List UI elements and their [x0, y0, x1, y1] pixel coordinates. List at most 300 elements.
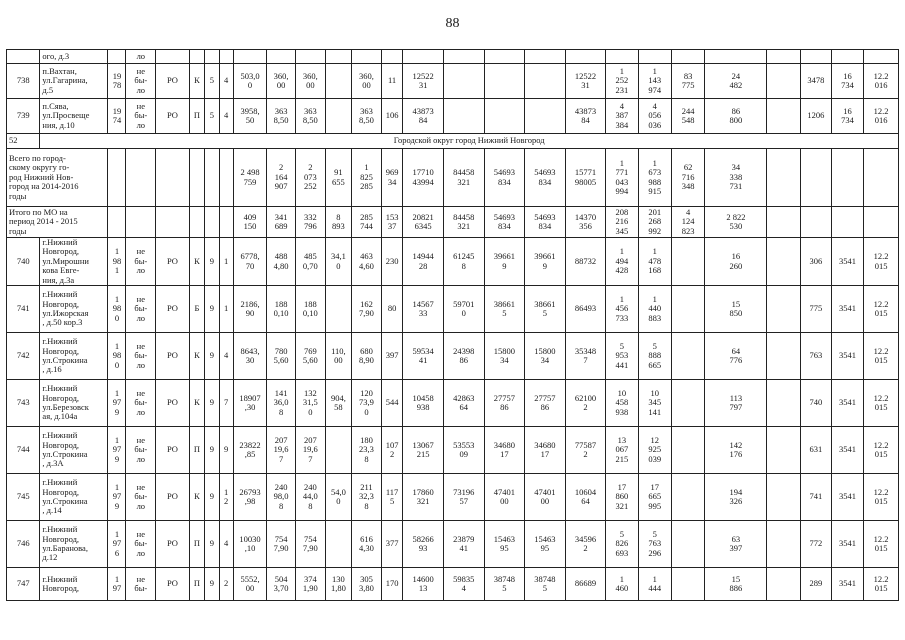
value-cell: 13 067 215 [606, 427, 638, 474]
summary-value-cell: 2 073 252 [295, 149, 325, 207]
address-cell: г.Нижний Новгород, ул.Ижорская , д.50 кор.3 [40, 286, 108, 333]
value-cell: 38748 5 [525, 568, 566, 601]
value-cell [525, 99, 566, 134]
summary-value-cell: 91 655 [325, 149, 351, 207]
value-cell: 363 8,50 [295, 99, 325, 134]
value-cell [767, 427, 800, 474]
value-cell: 180 23,3 8 [352, 427, 382, 474]
value-cell [484, 50, 525, 64]
value-cell: 9 [205, 568, 219, 601]
value-cell [864, 50, 899, 64]
value-cell: 43873 84 [565, 99, 606, 134]
value-cell: 5 [205, 99, 219, 134]
value-cell: 88732 [565, 238, 606, 286]
value-cell [767, 99, 800, 134]
section-title-cell: Городской округ город Нижний Новгород [40, 134, 899, 149]
value-cell [219, 50, 233, 64]
value-cell: РО [156, 568, 189, 601]
value-cell: 59835 4 [443, 568, 484, 601]
summary-value-cell: 8 893 [325, 207, 351, 238]
value-cell: 19 74 [108, 99, 126, 134]
empty-cell [205, 207, 219, 238]
summary-value-cell: 4 124 823 [671, 207, 704, 238]
value-cell [565, 50, 606, 64]
value-cell: 207 19,6 7 [267, 427, 296, 474]
value-cell: 3541 [831, 568, 863, 601]
value-cell [325, 286, 351, 333]
value-cell: 63 397 [705, 521, 767, 568]
value-cell: 16 260 [705, 238, 767, 286]
value-cell: 14944 28 [403, 238, 444, 286]
value-cell: 3958, 50 [233, 99, 266, 134]
value-cell: 120 73,9 0 [352, 380, 382, 427]
value-cell: РО [156, 286, 189, 333]
value-cell [525, 50, 566, 64]
summary-value-cell: 54693 834 [525, 207, 566, 238]
empty-cell [219, 149, 233, 207]
value-cell [671, 568, 704, 601]
value-cell: 10 345 141 [638, 380, 671, 427]
value-cell: К [189, 333, 205, 380]
value-cell: 12522 31 [565, 64, 606, 99]
value-cell: 15 886 [705, 568, 767, 601]
value-cell: 27757 86 [484, 380, 525, 427]
value-cell: 15 850 [705, 286, 767, 333]
empty-cell [767, 207, 800, 238]
value-cell: 24398 86 [443, 333, 484, 380]
value-cell [767, 333, 800, 380]
empty-cell [126, 149, 156, 207]
table-row [7, 99, 899, 134]
value-cell [831, 50, 863, 64]
value-cell: 306 [800, 238, 831, 286]
summary-value-cell: 34 338 731 [705, 149, 767, 207]
value-cell: 5 888 665 [638, 333, 671, 380]
summary-value-cell: 84458 321 [443, 207, 484, 238]
value-cell: 741 [800, 474, 831, 521]
value-cell: 4 [219, 99, 233, 134]
value-cell: 132 31,5 0 [295, 380, 325, 427]
value-cell: 289 [800, 568, 831, 601]
value-cell: 4 056 036 [638, 99, 671, 134]
value-cell [671, 333, 704, 380]
table-row [7, 427, 899, 474]
empty-cell [126, 207, 156, 238]
address-cell: п.Вахтан, ул.Гагарина, д.5 [40, 64, 108, 99]
row-number-cell: 742 [7, 333, 40, 380]
value-cell [156, 50, 189, 64]
value-cell: не бы- ло [126, 238, 156, 286]
value-cell: 360, 00 [295, 64, 325, 99]
value-cell: РО [156, 238, 189, 286]
address-cell: г.Нижний Новгород, ул.Строкина , д.16 [40, 333, 108, 380]
empty-cell [831, 207, 863, 238]
table-row [7, 238, 899, 286]
table-body [7, 50, 899, 601]
value-cell: 230 [381, 238, 402, 286]
value-cell: П [189, 427, 205, 474]
empty-cell [108, 149, 126, 207]
value-cell: 12.2 015 [864, 474, 899, 521]
value-cell: 23822 ,85 [233, 427, 266, 474]
section-header-row [7, 134, 899, 149]
value-cell: 35348 7 [565, 333, 606, 380]
housing-repair-table [6, 49, 899, 601]
value-cell: 377 [381, 521, 402, 568]
value-cell: 904, 58 [325, 380, 351, 427]
value-cell: 1 97 9 [108, 474, 126, 521]
value-cell: 360, 00 [267, 64, 296, 99]
value-cell: 10030 ,10 [233, 521, 266, 568]
value-cell [267, 50, 296, 64]
value-cell: П [189, 521, 205, 568]
value-cell: 8643, 30 [233, 333, 266, 380]
value-cell: 1 494 428 [606, 238, 638, 286]
table-row [7, 521, 899, 568]
value-cell: Б [189, 286, 205, 333]
value-cell: 207 19,6 7 [295, 427, 325, 474]
value-cell: 503,0 0 [233, 64, 266, 99]
value-cell: РО [156, 99, 189, 134]
value-cell [108, 50, 126, 64]
empty-cell [108, 207, 126, 238]
value-cell [671, 50, 704, 64]
value-cell [7, 50, 40, 64]
empty-cell [800, 207, 831, 238]
row-number-cell: 745 [7, 474, 40, 521]
value-cell: 34596 2 [565, 521, 606, 568]
value-cell [767, 380, 800, 427]
table-row [7, 333, 899, 380]
value-cell: РО [156, 427, 189, 474]
value-cell [671, 286, 704, 333]
value-cell: 3541 [831, 474, 863, 521]
value-cell: не бы- ло [126, 380, 156, 427]
value-cell: 12.2 015 [864, 380, 899, 427]
value-cell: 188 0,10 [267, 286, 296, 333]
continued-row [7, 50, 899, 64]
address-cell: г.Нижний Новгород, ул.Березовск ая, д.104а [40, 380, 108, 427]
value-cell [403, 50, 444, 64]
value-cell: 59534 41 [403, 333, 444, 380]
value-cell: 59701 0 [443, 286, 484, 333]
empty-cell [767, 149, 800, 207]
summary-value-cell: 2 498 759 [233, 149, 266, 207]
row-number-cell: 741 [7, 286, 40, 333]
value-cell: 17860 321 [403, 474, 444, 521]
row-number-cell: 743 [7, 380, 40, 427]
value-cell: 58266 93 [403, 521, 444, 568]
value-cell: 1 [219, 286, 233, 333]
value-cell: 16 734 [831, 64, 863, 99]
value-cell: 47401 00 [525, 474, 566, 521]
value-cell: 5 953 441 [606, 333, 638, 380]
value-cell: 107 2 [381, 427, 402, 474]
value-cell [381, 50, 402, 64]
value-cell: 4 [219, 333, 233, 380]
value-cell: 15463 95 [484, 521, 525, 568]
value-cell: 12.2 015 [864, 333, 899, 380]
value-cell: П [189, 99, 205, 134]
value-cell: не бы- ло [126, 427, 156, 474]
summary-value-cell: 62 716 348 [671, 149, 704, 207]
value-cell: 53553 09 [443, 427, 484, 474]
empty-cell [219, 207, 233, 238]
value-cell: 5 763 296 [638, 521, 671, 568]
value-cell: 2 [219, 568, 233, 601]
value-cell: 631 [800, 427, 831, 474]
summary-value-cell: 409 150 [233, 207, 266, 238]
value-cell: не бы- ло [126, 64, 156, 99]
row-number-cell: 738 [7, 64, 40, 99]
value-cell: 10 458 938 [606, 380, 638, 427]
value-cell: 42863 64 [443, 380, 484, 427]
value-cell: РО [156, 380, 189, 427]
value-cell: 5552, 00 [233, 568, 266, 601]
value-cell [325, 521, 351, 568]
address-cell: г.Нижний Новгород, ул.Баранова, д.12 [40, 521, 108, 568]
value-cell: 170 [381, 568, 402, 601]
value-cell: 1 97 9 [108, 427, 126, 474]
value-cell [767, 238, 800, 286]
value-cell: 38748 5 [484, 568, 525, 601]
value-cell: 12.2 016 [864, 64, 899, 99]
value-cell: 1206 [800, 99, 831, 134]
value-cell: 162 7,90 [352, 286, 382, 333]
value-cell: 11 [381, 64, 402, 99]
value-cell: 62100 2 [565, 380, 606, 427]
value-cell: 15463 95 [525, 521, 566, 568]
value-cell [767, 286, 800, 333]
value-cell: 397 [381, 333, 402, 380]
value-cell: 5 826 693 [606, 521, 638, 568]
value-cell: 3478 [800, 64, 831, 99]
value-cell: 110, 00 [325, 333, 351, 380]
value-cell [205, 50, 219, 64]
value-cell: 9 [205, 521, 219, 568]
value-cell: 9 [205, 427, 219, 474]
address-cell: г.Нижний Новгород, ул.Строкина , д.14 [40, 474, 108, 521]
value-cell: К [189, 474, 205, 521]
value-cell [767, 568, 800, 601]
value-cell: 34680 17 [525, 427, 566, 474]
value-cell [325, 64, 351, 99]
value-cell: 64 776 [705, 333, 767, 380]
value-cell: 544 [381, 380, 402, 427]
value-cell: К [189, 380, 205, 427]
value-cell: 1 [219, 238, 233, 286]
value-cell: 3541 [831, 521, 863, 568]
value-cell: 740 [800, 380, 831, 427]
value-cell: 12.2 015 [864, 521, 899, 568]
value-cell: 86689 [565, 568, 606, 601]
value-cell: П [189, 568, 205, 601]
value-cell: 5 [205, 64, 219, 99]
address-cell: ого, д.3 [40, 50, 108, 64]
value-cell: 772 [800, 521, 831, 568]
value-cell: 1 460 [606, 568, 638, 601]
value-cell: 763 [800, 333, 831, 380]
value-cell: 9 [205, 333, 219, 380]
value-cell: 9 [205, 380, 219, 427]
value-cell: 9 [205, 238, 219, 286]
summary-value-cell: 332 796 [295, 207, 325, 238]
table-row [7, 568, 899, 601]
summary-value-cell: 17710 43994 [403, 149, 444, 207]
value-cell: 9 [205, 474, 219, 521]
value-cell: 17 665 995 [638, 474, 671, 521]
value-cell: 130 1,80 [325, 568, 351, 601]
section-number-cell: 52 [7, 134, 40, 149]
value-cell: 1 456 733 [606, 286, 638, 333]
value-cell: 9 [219, 427, 233, 474]
value-cell: 769 5,60 [295, 333, 325, 380]
empty-cell [800, 149, 831, 207]
value-cell: 3541 [831, 427, 863, 474]
value-cell: 754 7,90 [295, 521, 325, 568]
total-row [7, 149, 899, 207]
value-cell [800, 50, 831, 64]
value-cell: 39661 9 [525, 238, 566, 286]
value-cell: 7 [219, 380, 233, 427]
summary-value-cell: 2 822 530 [705, 207, 767, 238]
value-cell: 15800 34 [484, 333, 525, 380]
value-cell [325, 99, 351, 134]
value-cell: 141 36,0 8 [267, 380, 296, 427]
summary-value-cell: 201 268 992 [638, 207, 671, 238]
value-cell: не бы- ло [126, 521, 156, 568]
value-cell: 86493 [565, 286, 606, 333]
value-cell: 34,1 0 [325, 238, 351, 286]
summary-value-cell: 969 34 [381, 149, 402, 207]
value-cell: 86 800 [705, 99, 767, 134]
value-cell: 19 78 [108, 64, 126, 99]
value-cell: 23879 41 [443, 521, 484, 568]
address-cell: г.Нижний Новгород, [40, 568, 108, 601]
value-cell [525, 64, 566, 99]
table-row [7, 286, 899, 333]
value-cell [671, 474, 704, 521]
value-cell: 14600 13 [403, 568, 444, 601]
value-cell: 12.2 016 [864, 99, 899, 134]
value-cell: 463 4,60 [352, 238, 382, 286]
value-cell: 1 97 6 [108, 521, 126, 568]
page-number: 88 [445, 16, 460, 31]
value-cell [767, 50, 800, 64]
row-number-cell: 746 [7, 521, 40, 568]
value-cell: 18907 ,30 [233, 380, 266, 427]
value-cell: 34680 17 [484, 427, 525, 474]
summary-value-cell: 2 164 907 [267, 149, 296, 207]
value-cell: 73196 57 [443, 474, 484, 521]
value-cell: 1 444 [638, 568, 671, 601]
value-cell: 47401 00 [484, 474, 525, 521]
value-cell [352, 50, 382, 64]
empty-cell [864, 207, 899, 238]
value-cell [443, 50, 484, 64]
value-cell: 188 0,10 [295, 286, 325, 333]
empty-cell [864, 149, 899, 207]
value-cell: РО [156, 64, 189, 99]
value-cell: 6778, 70 [233, 238, 266, 286]
value-cell: 4 [219, 64, 233, 99]
value-cell: 305 3,80 [352, 568, 382, 601]
value-cell: 142 176 [705, 427, 767, 474]
value-cell: 9 [205, 286, 219, 333]
value-cell: РО [156, 474, 189, 521]
value-cell: 1 98 0 [108, 286, 126, 333]
value-cell: 1 2 [219, 474, 233, 521]
value-cell: 12 925 039 [638, 427, 671, 474]
summary-value-cell: 20821 6345 [403, 207, 444, 238]
summary-value-cell: 15771 98005 [565, 149, 606, 207]
value-cell [484, 99, 525, 134]
value-cell [189, 50, 205, 64]
summary-value-cell: 14370 356 [565, 207, 606, 238]
value-cell: РО [156, 521, 189, 568]
value-cell: 363 8,50 [267, 99, 296, 134]
value-cell [767, 64, 800, 99]
value-cell [671, 427, 704, 474]
empty-cell [831, 149, 863, 207]
value-cell: 780 5,60 [267, 333, 296, 380]
value-cell: 775 [800, 286, 831, 333]
value-cell: 194 326 [705, 474, 767, 521]
value-cell: не бы- ло [126, 474, 156, 521]
value-cell: 244 548 [671, 99, 704, 134]
value-cell: 4 [219, 521, 233, 568]
value-cell: 43873 84 [403, 99, 444, 134]
value-cell: 485 0,70 [295, 238, 325, 286]
value-cell: 38661 5 [484, 286, 525, 333]
value-cell: 240 44,0 8 [295, 474, 325, 521]
itogo-row [7, 207, 899, 238]
value-cell: 14567 33 [403, 286, 444, 333]
value-cell: 374 1,90 [295, 568, 325, 601]
value-cell: 1 98 0 [108, 333, 126, 380]
summary-value-cell: 1 771 043 994 [606, 149, 638, 207]
value-cell: 12.2 015 [864, 238, 899, 286]
value-cell: 1 97 [108, 568, 126, 601]
value-cell [767, 521, 800, 568]
value-cell: не бы- ло [126, 286, 156, 333]
value-cell: 1 252 231 [606, 64, 638, 99]
table-row [7, 474, 899, 521]
value-cell: 15800 34 [525, 333, 566, 380]
value-cell [671, 238, 704, 286]
value-cell: 13067 215 [403, 427, 444, 474]
value-cell: 27757 86 [525, 380, 566, 427]
empty-cell [156, 207, 189, 238]
row-number-cell: 740 [7, 238, 40, 286]
value-cell: 4 387 384 [606, 99, 638, 134]
value-cell: 10458 938 [403, 380, 444, 427]
summary-value-cell: 54693 834 [525, 149, 566, 207]
value-cell: 106 [381, 99, 402, 134]
address-cell: г.Нижний Новгород, ул.Строкина , д.3А [40, 427, 108, 474]
value-cell: ло [126, 50, 156, 64]
value-cell: 360, 00 [352, 64, 382, 99]
value-cell: 24 482 [705, 64, 767, 99]
value-cell: 12.2 015 [864, 286, 899, 333]
value-cell [638, 50, 671, 64]
value-cell: 80 [381, 286, 402, 333]
value-cell [671, 380, 704, 427]
value-cell: 1 143 974 [638, 64, 671, 99]
value-cell: К [189, 238, 205, 286]
value-cell: не бы- ло [126, 333, 156, 380]
value-cell: 17 860 321 [606, 474, 638, 521]
